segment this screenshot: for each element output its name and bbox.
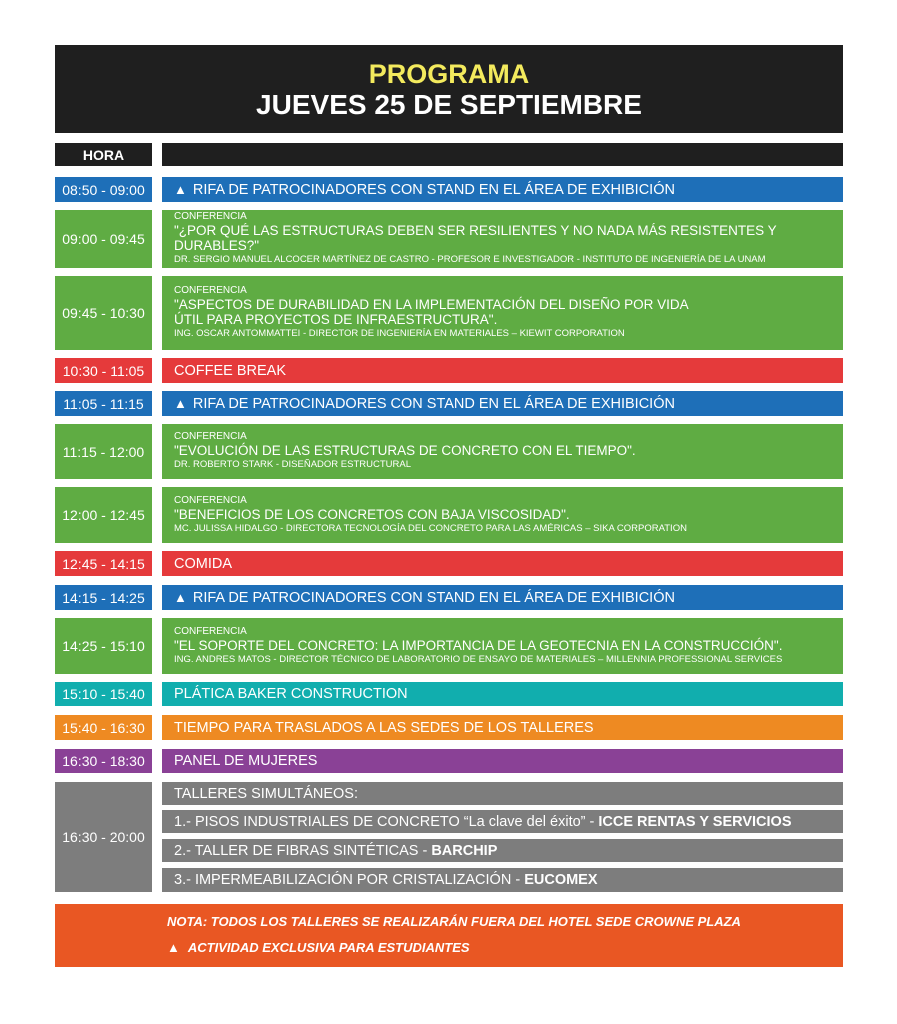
conference-item (162, 487, 843, 543)
item-speaker: DR. SERGIO MANUEL ALCOCER MARTÍNEZ DE CASTRO - PROFESOR E INVESTIGADOR - INSTITUTO DE INGENIERÍA DE LA UNAM (174, 254, 766, 265)
time-cell: 11:15 - 12:00 (55, 424, 152, 479)
note-legend (167, 940, 470, 955)
item-text: RIFA DE PATROCINADORES CON STAND EN EL ÁREA DE EXHIBICIÓN (192, 589, 675, 606)
workshop-item (162, 839, 843, 862)
workshop-title: 1.- PISOS INDUSTRIALES DE CONCRETO “La clave del éxito” - (174, 813, 599, 830)
workshop-sponsor: BARCHIP (431, 842, 498, 859)
item-title: "EL SOPORTE DEL CONCRETO: LA IMPORTANCIA DE LA GEOTECNIA EN LA CONSTRUCCIÓN". (174, 637, 783, 653)
schedule-item (162, 585, 843, 610)
workshop-title: 2.- TALLER DE FIBRAS SINTÉTICAS - (174, 842, 432, 859)
item-text: PLÁTICA BAKER CONSTRUCTION (174, 686, 408, 702)
workshop-item (162, 868, 843, 892)
item-title-line-2: ÚTIL PARA PROYECTOS DE INFRAESTRUCTURA". (174, 312, 498, 327)
schedule-item (162, 682, 843, 706)
item-title-line-1: "ASPECTOS DE DURABILIDAD EN LA IMPLEMENTACIÓN DEL DISEÑO POR VIDA (174, 297, 689, 312)
warning-triangle-icon: ▲ (167, 940, 180, 955)
schedule-item (162, 358, 843, 383)
warning-triangle-icon: ▲ (174, 395, 187, 411)
workshop-title: 3.- IMPERMEABILIZACIÓN POR CRISTALIZACIÓN - (174, 872, 525, 888)
time-cell: 08:50 - 09:00 (55, 177, 152, 202)
conference-item (162, 618, 843, 674)
time-cell: 15:10 - 15:40 (55, 682, 152, 706)
time-cell: 09:00 - 09:45 (55, 210, 152, 268)
time-cell: 09:45 - 10:30 (55, 276, 152, 350)
time-cell: 10:30 - 11:05 (55, 358, 152, 383)
workshop-sponsor: EUCOMEX (524, 872, 598, 888)
schedule-item (162, 177, 843, 202)
workshop-item (162, 810, 843, 833)
content-column-header (162, 143, 843, 166)
item-kind: CONFERENCIA (174, 494, 247, 506)
item-kind: CONFERENCIA (174, 431, 247, 442)
time-cell: 12:45 - 14:15 (55, 551, 152, 576)
item-text: RIFA DE PATROCINADORES CON STAND EN EL ÁREA DE EXHIBICIÓN (192, 395, 675, 412)
warning-triangle-icon: ▲ (174, 589, 187, 605)
item-title: "¿POR QUÉ LAS ESTRUCTURAS DEBEN SER RESILIENTES Y NO NADA MÁS RESISTENTES Y DURABLES?" (174, 223, 777, 253)
schedule-item (162, 551, 843, 576)
hora-column-header: HORA (55, 143, 152, 166)
item-kind: CONFERENCIA (174, 211, 247, 222)
note-legend-text: ACTIVIDAD EXCLUSIVA PARA ESTUDIANTES (187, 940, 470, 955)
schedule-item (162, 749, 843, 773)
item-kind: CONFERENCIA (174, 285, 247, 296)
time-cell: 14:15 - 14:25 (55, 585, 152, 610)
schedule-item (162, 391, 843, 416)
item-speaker: DR. ROBERTO STARK - DISEÑADOR ESTRUCTURAL (174, 459, 412, 470)
page-title: PROGRAMA (368, 59, 530, 89)
item-title: "BENEFICIOS DE LOS CONCRETOS CON BAJA VISCOSIDAD". (174, 506, 570, 522)
time-cell: 16:30 - 20:00 (55, 782, 152, 892)
time-cell: 14:25 - 15:10 (55, 618, 152, 674)
time-cell: 12:00 - 12:45 (55, 487, 152, 543)
item-text: PANEL DE MUJERES (174, 753, 318, 769)
schedule-item (162, 715, 843, 740)
time-cell: 11:05 - 11:15 (55, 391, 152, 416)
time-cell: 15:40 - 16:30 (55, 715, 152, 740)
item-title: "EVOLUCIÓN DE LAS ESTRUCTURAS DE CONCRETO CON EL TIEMPO". (174, 443, 636, 458)
item-kind: CONFERENCIA (174, 625, 247, 637)
note-line: NOTA: TODOS LOS TALLERES SE REALIZARÁN FUERA DEL HOTEL SEDE CROWNE PLAZA (167, 914, 741, 929)
warning-triangle-icon: ▲ (174, 181, 187, 197)
workshop-sponsor: ICCE RENTAS Y SERVICIOS (598, 813, 792, 830)
item-speaker: ING. OSCAR ANTOMMATTEI - DIRECTOR DE INGENIERÍA EN MATERIALES – KIEWIT CORPORATION (174, 328, 625, 339)
page-header (55, 45, 843, 133)
item-speaker: ING. ANDRES MATOS - DIRECTOR TÉCNICO DE LABORATORIO DE ENSAYO DE MATERIALES – MILLENNIA PROFESSIONAL SERVICES (174, 653, 783, 665)
item-speaker: MC. JULISSA HIDALGO - DIRECTORA TECNOLOGÍA DEL CONCRETO PARA LAS AMÉRICAS – SIKA CORPORATION (174, 522, 687, 534)
time-cell: 16:30 - 18:30 (55, 749, 152, 773)
conference-item (162, 276, 843, 350)
item-text: RIFA DE PATROCINADORES CON STAND EN EL ÁREA DE EXHIBICIÓN (192, 181, 675, 198)
item-text: COMIDA (174, 555, 232, 572)
conference-item (162, 210, 843, 268)
page-subtitle: JUEVES 25 DE SEPTIEMBRE (256, 89, 642, 120)
conference-item (162, 424, 843, 479)
workshops-heading (162, 782, 843, 805)
item-text: TALLERES SIMULTÁNEOS: (174, 785, 358, 802)
item-text: COFFEE BREAK (174, 362, 286, 379)
item-text: TIEMPO PARA TRASLADOS A LAS SEDES DE LOS TALLERES (174, 719, 594, 736)
note-box (55, 904, 843, 967)
